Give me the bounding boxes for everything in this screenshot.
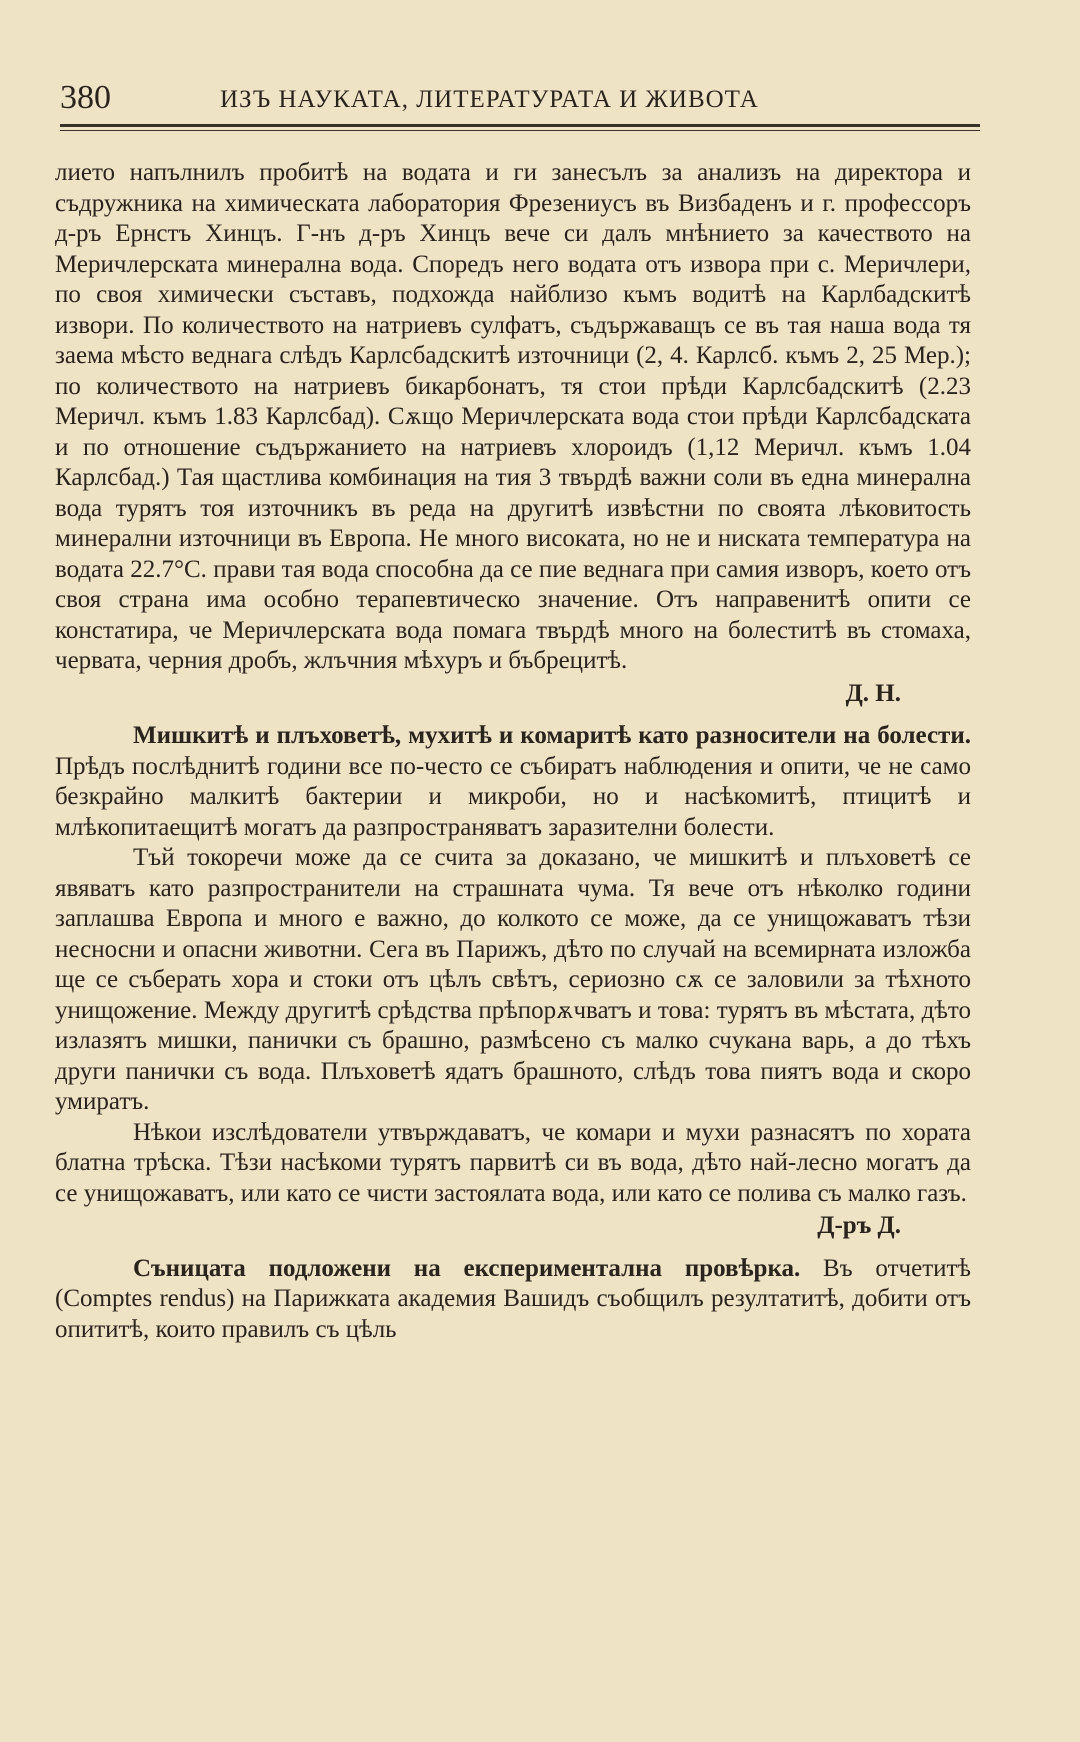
header-rule-thin: [60, 130, 980, 131]
body-text: [55, 158, 971, 1345]
article3-text: Въ отчетитѣ (Comptes rendus) на Парижката академия Вашидъ съобщилъ резултатитѣ, добити отъ опититѣ, които правилъ съ цѣль: [55, 1254, 971, 1343]
article3-paragraph: [55, 1254, 971, 1346]
article2-p1-text: Прѣдъ послѣднитѣ години все по-често се събиратъ наблюдения и опити, че не само безкрайно малкитѣ бактерии и микроби, но и насѣкомитѣ, птицитѣ и млѣкопитаещитѣ могатъ да разпространяватъ заразителни болести.: [55, 752, 971, 841]
article2-paragraph-3: Нѣкои изслѣдователи утвърждаватъ, че комари и мухи разнасятъ по хората блатна трѣска. Тѣзи насѣкоми турятъ парвитѣ си въ вода, дѣто най-лесно могатъ да се унищожаватъ, или като се чисти застоялата вода, или като се полива съ малко газъ.: [55, 1118, 971, 1207]
page-header: [60, 78, 980, 118]
article2-paragraph-2: Тъй токоречи може да се счита за доказано, че мишкитѣ и плъховетѣ се явяватъ като разпространители на страшната чума. Тя вече отъ нѣколко години заплашва Европа и много е важно, до колкото се може, да се унищожаватъ тѣзи несносни и опасни животни. Сега въ Парижъ, дѣто по случай на всемирната изложба ще се съберать хора и стоки отъ цѣлъ свѣтъ, сериозно сѫ се заловили за тѣхното унищожение. Между другитѣ срѣдства прѣпорѫчватъ и това: турятъ въ мѣстата, дѣто излазятъ мишки, панички съ брашно, размѣсено съ малко счукана варь, а до тѣхъ други панички съ вода. Плъховетѣ ядатъ брашното, слѣдъ това пиятъ вода и скоро умиратъ.: [55, 844, 971, 1115]
page-number: 380: [60, 79, 111, 116]
running-title: ИЗЪ НАУКАТА, ЛИТЕРАТУРАТА И ЖИВОТА: [220, 86, 759, 113]
article3-heading: Съницата подложени на експериментална провѣрка.: [133, 1254, 801, 1282]
header-rule-thick: [60, 124, 980, 127]
article1-text: лието напълнилъ пробитѣ на водата и ги занесълъ за анализъ на директора и съдружника на химическата лаборатория Фрезениусъ въ Визбаденъ и г. профессоръ д-ръ Ернстъ Хинцъ. Г-нъ д-ръ Хинцъ вече си далъ мнѣнието за качеството на Меричлерската минерална вода. Споредъ него водата отъ извора при с. Меричлери, по своя химически съставъ, подхожда найблизо къмъ водитѣ на Карлбадскитѣ извори. По количеството на натриевъ сулфатъ, съдържаващъ се въ тая наша вода тя заема мѣсто веднага слѣдъ Карлсбадскитѣ източници (2, 4. Карлсб. къмъ 2, 25 Мер.); по количеството на натриевъ бикарбонатъ, тя стои прѣди Карлсбадскитѣ (2.23 Меричл. къмъ 1.83 Карлсбад). Сѫщо Меричлерската вода стои прѣди Карлсбадската и по отношение съдържанието на натриевъ хлороидъ (1,12 Меричл. къмъ 1.04 Карлсбад.) Тая щастлива комбинация на тия 3 твърдѣ важни соли въ една минерална вода турятъ тоя източникъ въ реда на другитѣ извѣстни по своята лѣковитость минерални източници въ Европа. Не много високата, но не и ниската температура на водата 22.7°С. прави тая вода способна да се пие веднага при самия изворъ, което отъ своя страна има особно терапевтическо значение. Отъ направенитѣ опити се констатира, че Меричлерската вода помага твърдѣ много на болеститѣ въ стомаха, червата, черния дробъ, жлъчния мѣхуръ и бъбрецитѣ.: [55, 159, 971, 674]
article2-signature: Д-ръ Д.: [817, 1212, 901, 1239]
article2-heading: Мишкитѣ и плъховетѣ, мухитѣ и комаритѣ като разносители на болести.: [133, 722, 971, 749]
article1-signature: Д. Н.: [845, 679, 901, 707]
article2-paragraph-1: [55, 721, 971, 843]
